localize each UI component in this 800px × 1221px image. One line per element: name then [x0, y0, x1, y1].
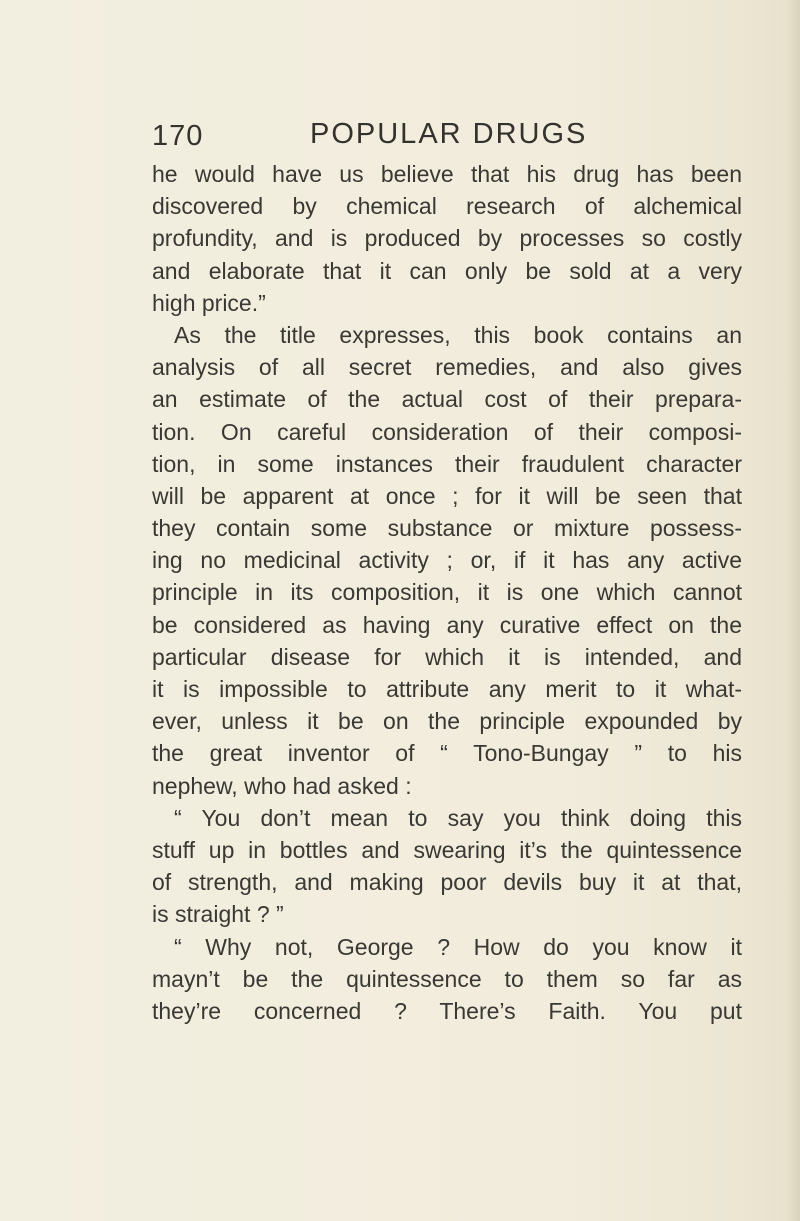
text-line: nephew, who had asked : — [152, 772, 412, 799]
text-line: particular disease for which it is intended, and — [152, 643, 742, 670]
text-line: As the title expresses, this book contains an — [174, 321, 742, 348]
text-line: and elaborate that it can only be sold at a very — [152, 257, 742, 284]
page-edge-shadow — [786, 0, 800, 1221]
running-head — [152, 112, 752, 160]
text-line: profundity, and is produced by processes so costly — [152, 225, 742, 252]
text-line: of strength, and making poor devils buy it at that, — [152, 869, 742, 896]
text-line: mayn’t be the quintessence to them so far as — [152, 965, 742, 992]
text-line: principle in its composition, it is one which cannot — [152, 579, 742, 606]
text-line: tion, in some instances their fraudulent character — [152, 450, 742, 477]
text-line: analysis of all secret remedies, and also gives — [152, 354, 742, 381]
text-line: stuff up in bottles and swearing it’s the quintessence — [152, 836, 742, 863]
text-line: the great inventor of “ Tono-Bungay ” to his — [152, 740, 742, 767]
text-line: discovered by chemical research of alchemical — [152, 193, 742, 220]
body-text — [152, 158, 742, 1027]
text-line: ever, unless it be on the principle expounded by — [152, 708, 742, 735]
text-line: they’re concerned ? There’s Faith. You put — [152, 997, 742, 1024]
text-line: they contain some substance or mixture possess- — [152, 515, 742, 542]
text-line: “ Why not, George ? How do you know it — [174, 933, 742, 960]
page-title: POPULAR DRUGS — [310, 118, 588, 150]
text-line: tion. On careful consideration of their composi- — [152, 418, 742, 445]
text-line: high price.” — [152, 289, 266, 316]
text-line: ing no medicinal activity ; or, if it has any active — [152, 547, 742, 574]
text-line: it is impossible to attribute any merit to it what- — [152, 676, 742, 702]
text-line: “ You don’t mean to say you think doing this — [174, 804, 742, 831]
text-line: is straight ? ” — [152, 901, 284, 928]
text-line: will be apparent at once ; for it will be seen that — [152, 482, 742, 509]
text-line: be considered as having any curative effect on the — [152, 611, 742, 638]
text-line: he would have us believe that his drug has been — [152, 161, 742, 187]
page-number: 170 — [152, 120, 204, 152]
text-line: an estimate of the actual cost of their prepara- — [152, 386, 742, 413]
